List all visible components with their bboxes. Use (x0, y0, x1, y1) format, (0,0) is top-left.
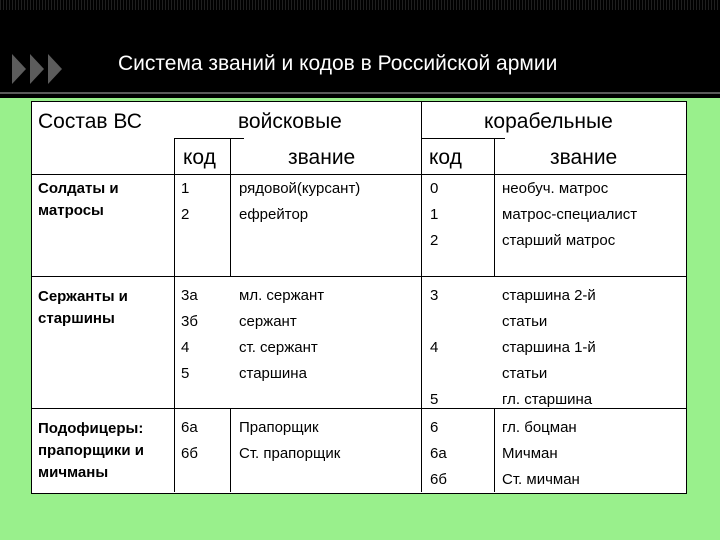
hatch-pattern (0, 0, 720, 10)
corner-header: Состав ВС (38, 110, 142, 133)
title-bar (0, 0, 720, 98)
navy-code-cell: 0 1 2 (430, 180, 439, 249)
navy-rank-cell: необуч. матрос матрос-специалист старший матрос (502, 180, 638, 249)
grid-line (230, 138, 231, 276)
navy-code-cell: 6 6а 6б (430, 419, 447, 488)
army-code-cell: 3а 3б 4 5 (181, 287, 198, 382)
slide-title: Система званий и кодов в Российской армии (118, 52, 558, 75)
army-rank-header: звание (288, 146, 356, 169)
army-rank-cell: Прапорщик Ст. прапорщик (239, 419, 341, 462)
grid-line (32, 276, 686, 277)
army-group-header: войсковые (238, 110, 342, 133)
triple-arrow-icon (12, 52, 66, 86)
grid-line (421, 102, 422, 492)
army-code-cell: 1 2 (181, 180, 190, 223)
grid-line (174, 138, 244, 139)
grid-line (174, 138, 175, 492)
navy-rank-cell: старшина 2-й статьи старшина 1-й статьи гл. старшина (502, 287, 596, 408)
navy-group-header: корабельные (484, 110, 613, 133)
grid-line (230, 408, 231, 492)
grid-line (494, 138, 495, 276)
navy-rank-cell: гл. боцман Мичман Ст. мичман (502, 419, 580, 488)
row-label: Сержанты и старшины (38, 288, 128, 327)
title-underline (0, 92, 720, 94)
ranks-table (31, 101, 687, 494)
row-label: Подофицеры: прапорщики и мичманы (38, 420, 144, 481)
navy-code-cell: 3 4 5 (430, 287, 439, 408)
army-rank-cell: мл. сержант сержант ст. сержант старшина (239, 287, 325, 382)
army-code-cell: 6а 6б (181, 419, 198, 462)
navy-code-header: код (429, 146, 462, 169)
row-label: Солдаты и матросы (38, 180, 119, 219)
grid-line (32, 174, 686, 175)
navy-rank-header: звание (550, 146, 618, 169)
grid-line (494, 408, 495, 492)
army-code-header: код (183, 146, 216, 169)
army-rank-cell: рядовой(курсант) ефрейтор (239, 180, 361, 223)
grid-line (421, 138, 505, 139)
